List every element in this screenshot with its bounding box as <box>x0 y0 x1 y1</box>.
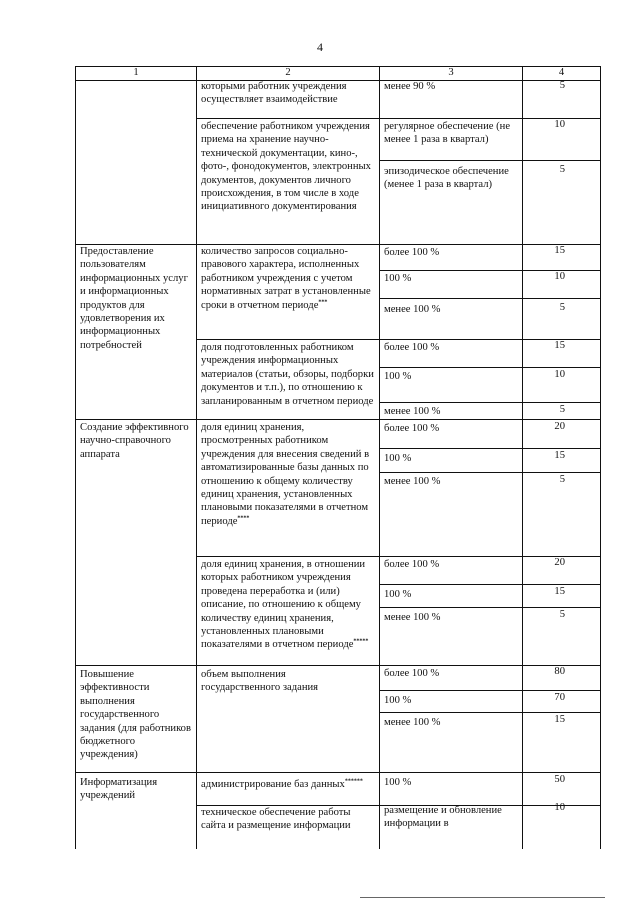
criterion-text: менее 90 % <box>384 81 436 92</box>
criterion-text: более 100 % <box>384 559 440 570</box>
points-value: 15 <box>554 245 565 256</box>
table-border-right <box>600 66 601 849</box>
criterion-text: 100 % <box>384 695 412 706</box>
row-line <box>75 665 600 666</box>
points-value: 5 <box>559 80 565 91</box>
criterion-text: менее 100 % <box>384 406 441 417</box>
points-value: 5 <box>559 404 565 415</box>
criterion-text: менее 100 % <box>384 612 441 623</box>
indicator-text: обеспечение работником учреждения приема на хранение научно-технической документации, кино-, фото-, фонодокументов, электронных документов, документов личного происхождения, в том числе в ходе инициативного документирования <box>201 121 371 213</box>
points-value: 20 <box>554 557 565 568</box>
criterion-text: 100 % <box>384 273 412 284</box>
row-line <box>379 607 600 608</box>
indicator-text: доля единиц хранения, просмотренных работником учреждения для внесения сведений в автоматизированные базы данных по отношению к общему количеству единиц хранения, установленных плановыми показателями в отчетном периоде**** <box>201 422 370 527</box>
points-value: 15 <box>554 714 565 725</box>
header-col-1: 1 <box>133 67 139 78</box>
footnote-mark: *** <box>318 299 328 306</box>
criterion-text: 100 % <box>384 589 412 600</box>
indicator-text: доля единиц хранения, в отношении которых работником учреждения проведена переработка и (или) описание, по отношению к общему количеству единиц хранения, установленных плановыми показателями в отчетном периоде***** <box>201 559 369 651</box>
table-col-divider-1 <box>196 66 197 849</box>
table-col-divider-2 <box>379 66 380 849</box>
points-value: 10 <box>554 271 565 282</box>
footnote-mark: ***** <box>353 638 369 645</box>
row-line <box>379 584 600 585</box>
group-label: Создание эффективного научно-справочного аппарата <box>80 422 189 460</box>
footnote-mark: **** <box>237 515 250 522</box>
criterion-text: 100 % <box>384 371 412 382</box>
row-line <box>379 448 600 449</box>
criterion-text: более 100 % <box>384 342 440 353</box>
criterion-text: регулярное обеспечение (не менее 1 раза в квартал) <box>384 121 511 146</box>
group-label: Повышение эффективности выполнения государственного задания (для работников бюджетного учреждения) <box>80 669 191 761</box>
indicator-text: техническое обеспечение работы сайта и размещение информации <box>201 807 351 832</box>
row-line <box>75 772 600 773</box>
points-value: 15 <box>554 450 565 461</box>
row-line <box>379 472 600 473</box>
points-value: 15 <box>554 340 565 351</box>
row-line <box>75 419 600 420</box>
criterion-text: 100 % <box>384 453 412 464</box>
row-line <box>379 712 600 713</box>
indicator-text: которыми работник учреждения осуществляет взаимодействие <box>201 81 347 106</box>
points-value: 10 <box>554 369 565 380</box>
criterion-text: менее 100 % <box>384 717 441 728</box>
table-col-divider-3 <box>522 66 523 849</box>
indicator-text: объем выполнения государственного задания <box>201 669 319 694</box>
points-value: 20 <box>554 421 565 432</box>
group-label: Информатизация учреждений <box>80 777 158 802</box>
points-value: 10 <box>554 119 565 130</box>
criterion-text: более 100 % <box>384 247 440 258</box>
criterion-text: эпизодическое обеспечение (менее 1 раза в квартал) <box>384 166 509 191</box>
table-border-left <box>75 66 76 849</box>
row-line <box>379 160 600 161</box>
row-line <box>379 690 600 691</box>
criterion-text: размещение и обновление информации в <box>384 805 502 830</box>
header-col-2: 2 <box>285 67 291 78</box>
points-value: 50 <box>554 774 565 785</box>
indicator-text: администрирование баз данных****** <box>201 778 363 790</box>
page-bottom-rule <box>360 897 605 898</box>
points-value: 5 <box>559 609 565 620</box>
points-value: 70 <box>554 692 565 703</box>
row-line <box>379 367 600 368</box>
criterion-text: 100 % <box>384 777 412 788</box>
header-col-3: 3 <box>448 67 454 78</box>
criterion-text: более 100 % <box>384 668 440 679</box>
points-value: 15 <box>554 586 565 597</box>
points-value: 5 <box>559 302 565 313</box>
criterion-text: более 100 % <box>384 423 440 434</box>
indicator-text: количество запросов социально-правового характера, исполненных работником учреждения с учетом нормативных затрат в установленные сроки в отчетном периоде*** <box>201 246 371 311</box>
row-line <box>379 402 600 403</box>
header-col-4: 4 <box>558 67 565 78</box>
points-value: 80 <box>554 666 565 677</box>
points-value: 5 <box>559 164 565 175</box>
criterion-text: менее 100 % <box>384 476 441 487</box>
group-label: Предоставление пользователям информационных услуг и информационных продуктов для удовлетворения их информационных потребностей <box>80 246 188 351</box>
footnote-mark: ****** <box>344 778 363 785</box>
points-value: 5 <box>559 474 565 485</box>
points-value: 10 <box>554 802 565 813</box>
indicator-text: доля подготовленных работником учреждения информационных материалов (статьи, обзоры, подборки документов и т.п.), по отношению к запланированным в отчетном периоде <box>201 342 374 407</box>
row-line <box>379 270 600 271</box>
criterion-text: менее 100 % <box>384 304 441 315</box>
page-number: 4 <box>317 40 323 54</box>
row-line <box>379 298 600 299</box>
